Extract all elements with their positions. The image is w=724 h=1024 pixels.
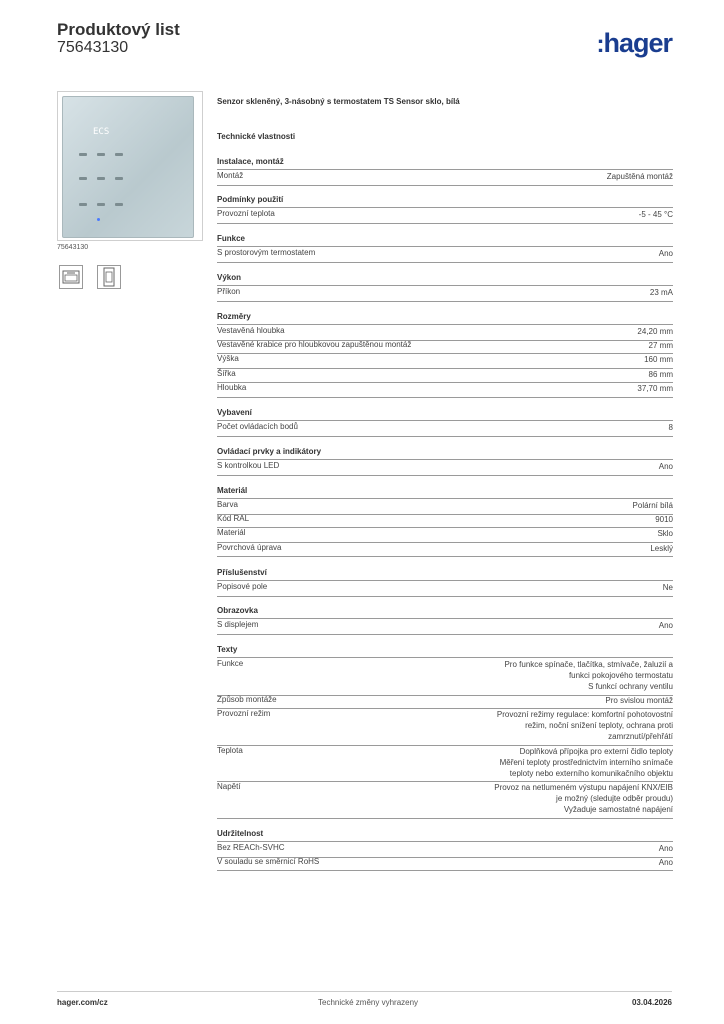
spec-value: Zapuštěná montáž [606,172,673,181]
spec-label: Hloubka [217,383,247,392]
spec-row [217,657,673,696]
page-title: Produktový list [57,20,180,39]
footer-note: Technické změny vyhrazeny [318,998,419,1007]
spec-label: Funkce [217,659,244,668]
section-title: Ovládací prvky a indikátory [217,447,322,456]
section-title: Udržitelnost [217,829,264,838]
spec-row [217,856,673,872]
section-title: Materiál [217,486,248,495]
spec-value-line: režim, noční snížení teploty, ochrana proti [525,721,673,730]
spec-label: Montáž [217,171,244,180]
image-caption: 75643130 [57,244,89,251]
spec-value-line: Pro svislou montáž [605,695,673,705]
spec-value [504,659,673,692]
product-code: 75643130 [57,39,129,56]
panel-display-text: ECS [93,127,110,137]
spec-value: 8 [668,423,673,432]
section-title: Funkce [217,234,246,243]
spec-row [217,353,673,369]
spec-row [217,459,673,476]
spec-row [217,694,673,710]
spec-label: Bez REACh-SVHC [217,843,285,852]
spec-label: Teplota [217,745,243,755]
spec-value-line: Provozní režimy regulace: komfortní pohotovostní [496,710,673,719]
footer-website[interactable]: hager.com/cz [57,998,108,1007]
spec-label: Vestavěné krabice pro hloubkovou zapuštěnou montáž [217,339,412,349]
product-image [57,91,203,241]
spec-value [494,782,673,815]
spec-label: S displejem [217,620,259,629]
spec-label: Vestavěná hloubka [217,326,285,335]
spec-value: Ano [658,462,673,471]
hager-logo: :hager [596,28,672,58]
section-title: Instalace, montáž [217,157,284,166]
spec-value: 23 mA [649,288,673,297]
spec-label: Výška [217,354,239,363]
spec-label: Povrchová úprava [217,542,282,552]
spec-value-line: Pro funkce spínače, tlačítka, stmívače, žaluzií a [504,660,673,669]
spec-row [217,745,673,783]
spec-row [217,207,673,224]
spec-label: Příkon [217,287,241,296]
spec-row [217,285,673,302]
spec-label: Šířka [217,368,236,378]
spec-row [217,382,673,398]
spec-label: Napětí [217,782,241,791]
section-title: Texty [217,645,238,654]
spec-value [605,695,673,706]
spec-value: Lesklý [650,543,673,553]
spec-value: Ano [658,249,673,258]
section-title: Vybavení [217,408,252,417]
spec-value-line: zamrznutí/přehřátí [608,732,673,741]
specs-title: Technické vlastnosti [217,132,296,141]
spec-row [217,708,673,746]
mounting-box-icon [97,265,121,289]
spec-value-line: teploty nebo externího komunikačního objektu [509,768,673,778]
spec-row [217,169,673,186]
led-indicator [97,218,100,221]
section-title: Příslušenství [217,568,267,577]
spec-value-line: je možný (sledujte odběr proudu) [556,794,673,803]
spec-value: Sklo [657,529,673,538]
spec-value: 9010 [655,514,673,524]
spec-value-line: S funkcí ochrany ventilu [588,682,673,691]
spec-row [217,368,673,384]
spec-value: -5 - 45 °C [638,210,673,219]
spec-row [217,580,673,597]
spec-row [217,527,673,543]
product-name: Senzor skleněný, 3-násobný s termostatem TS Sensor sklo, bílá [217,97,460,106]
section-title: Rozměry [217,312,251,321]
spec-value: 160 mm [644,355,673,364]
spec-label: Popisové pole [217,582,268,591]
spec-label: S kontrolkou LED [217,461,280,470]
spec-row [217,781,673,819]
spec-label: Barva [217,500,238,509]
spec-value-line: Vyžaduje samostatné napájení [563,805,673,814]
spec-value [500,746,673,779]
spec-label: Způsob montáže [217,694,277,704]
spec-row [217,618,673,635]
logo-text: hager [603,28,672,58]
ce-mark-icon [59,265,83,289]
section-title: Výkon [217,273,242,282]
spec-label: V souladu se směrnicí RoHS [217,856,320,866]
spec-label: Provozní teplota [217,209,275,218]
spec-value-line: funkci pokojového termostatu [568,671,673,680]
spec-value [497,709,673,742]
spec-row [217,420,673,437]
spec-value: 27 mm [648,340,673,350]
spec-value: Ano [658,621,673,630]
spec-value: 37,70 mm [637,384,673,393]
spec-row [217,339,673,355]
spec-label: Materiál [217,528,246,537]
spec-value: 24,20 mm [637,327,673,336]
spec-value-line: Provoz na netlumeném výstupu napájení KNX/EIB [494,783,673,792]
section-title: Obrazovka [217,606,258,615]
spec-label: Počet ovládacích bodů [217,422,298,431]
spec-value: Polární bílá [632,501,673,510]
spec-value-line: Měření teploty prostřednictvím interního snímače [499,757,673,767]
footer-date: 03.04.2026 [631,998,672,1007]
spec-value: Ne [662,583,673,592]
spec-value: Ano [658,844,673,853]
spec-label: Kód RAL [217,513,250,523]
glass-sensor-panel [62,96,194,238]
spec-label: S prostorovým termostatem [217,248,316,257]
spec-value: Ano [658,857,673,867]
spec-row [217,246,673,263]
spec-value: 86 mm [648,369,673,379]
spec-row [217,542,673,558]
footer-divider [57,991,672,992]
spec-label: Provozní režim [217,709,271,718]
spec-row [217,513,673,529]
section-title: Podmínky použití [217,195,284,204]
spec-value-line: Doplňková přípojka pro externí čidlo teploty [519,746,673,756]
